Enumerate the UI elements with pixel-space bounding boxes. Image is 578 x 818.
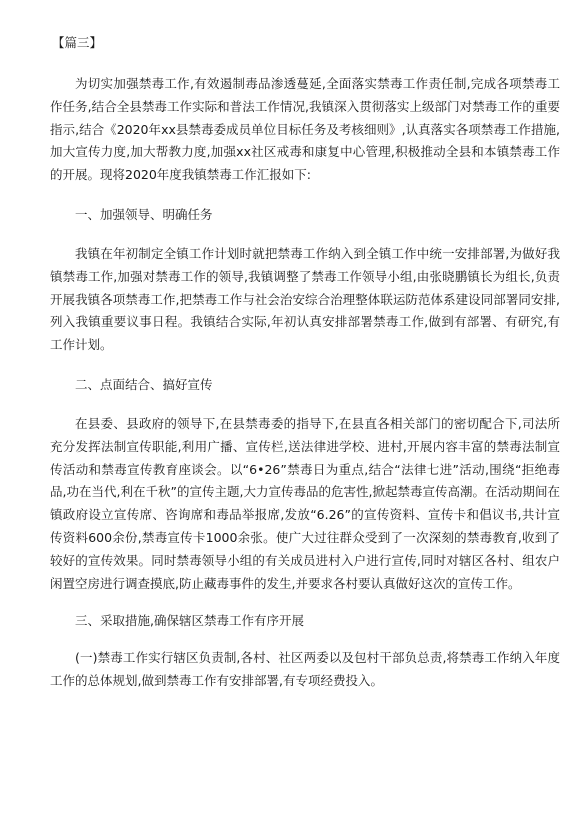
paragraph-3: (一)禁毒工作实行辖区负责制,各村、社区两委以及包村干部负总责,将禁毒工作纳入年度工作的总体规划,做到禁毒工作有安排部署,有专项经费投入。 (50, 650, 560, 689)
paragraph-2: 在县委、县政府的领导下,在县禁毒委的指导下,在县直各相关部门的密切配合下,司法所充分发挥法制宣传职能,利用广播、宣传栏,送法律进学校、进村,开展内容丰富的禁毒法制宣传活动和禁毒宣传教育座谈会。以“6•26”禁毒日为重点,结合“法律七进”活动,围绕“拒绝毒品,功在当代,利在千秋”的宣传主题,大力宣传毒品的危害性,掀起禁毒宣传高潮。在活动期间在镇政府设立宣传席、咨询席和毒品举报席,发放“6.26”的宣传资料、宣传卡和倡议书,共计宣传资料600余份,禁毒宣传卡1000余张。使广大过往群众受到了一次深刻的禁毒教育,收到了较好的宣传效果。同时禁毒领导小组的有关成员进村入户进行宣传,同时对辖区各村、组农户闲置空房进行调查摸底,防止藏毒事件的发生,并要求各村要认真做好这次的宣传工作。 (50, 415, 560, 591)
intro-paragraph: 为切实加强禁毒工作,有效遏制毒品渗透蔓延,全面落实禁毒工作责任制,完成各项禁毒工作任务,结合全县禁毒工作实际和普法工作情况,我镇深入贯彻落实上级部门对禁毒工作的重要指示,结合《2020年xx县禁毒委成员单位目标任务及考核细则》,认真落实各项禁毒工作措施,加大宣传力度,加大帮教力度,加强xx社区戒毒和康复中心管理,积极推动全县和本镇禁毒工作的开展。现将2020年度我镇禁毒工作汇报如下: (50, 76, 560, 183)
section-label: 【篇三】 (52, 35, 103, 50)
heading-2: 二、点面结合、搞好宣传 (75, 376, 213, 392)
heading-1: 一、加强领导、明确任务 (75, 206, 213, 222)
heading-3: 三、采取措施,确保辖区禁毒工作有序开展 (75, 613, 304, 629)
paragraph-1: 我镇在年初制定全镇工作计划时就把禁毒工作纳入到全镇工作中统一安排部署,为做好我镇禁毒工作,加强对禁毒工作的领导,我镇调整了禁毒工作领导小组,由张晓鹏镇长为组长,负责开展我镇各项禁毒工作,把禁毒工作与社会治安综合治理整体联运防范体系建设同部署同安排,列入我镇重要议事日程。我镇结合实际,年初认真安排部署禁毒工作,做到有部署、有研究,有工作计划。 (50, 245, 560, 353)
document-page (50, 33, 560, 693)
